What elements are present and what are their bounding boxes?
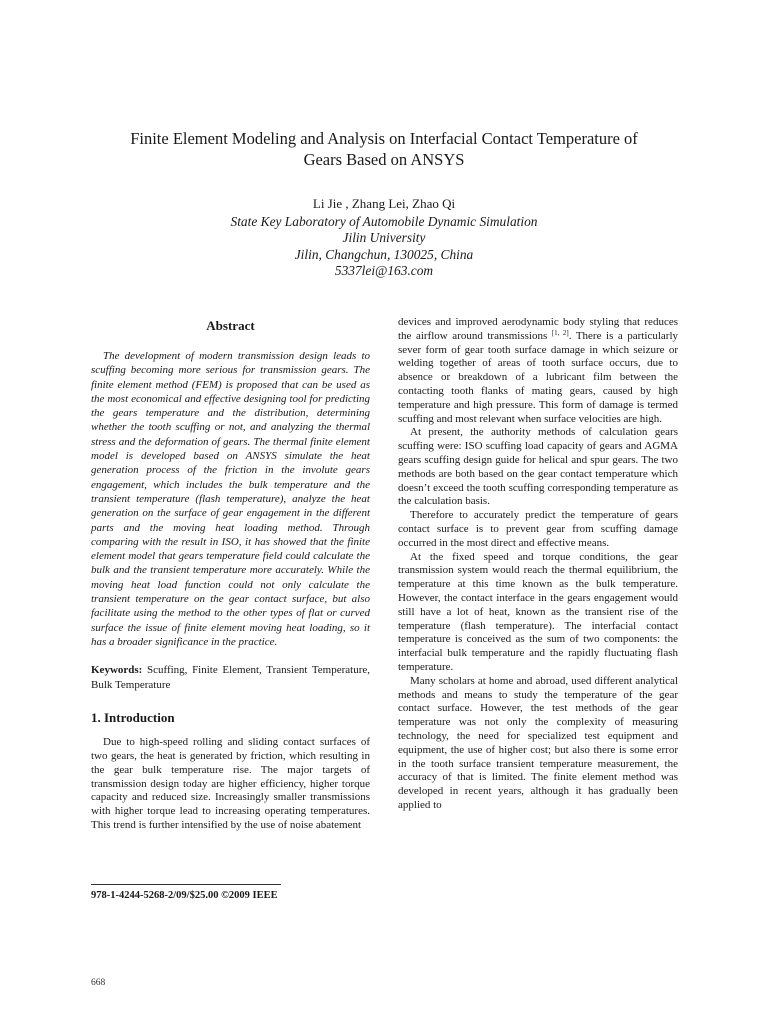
title-line-1: Finite Element Modeling and Analysis on Interfacial Contact Temperature of (130, 129, 638, 148)
right-paragraph-3: Therefore to accurately predict the temperature of gears contact surface is to prevent gear from scuffing damage occurred in the most direct and effective means. (398, 509, 678, 549)
introduction-paragraph: Due to high-speed rolling and sliding contact surfaces of two gears, the heat is generated by friction, which resulting in the gear bulk temperature rise. The major targets of transmission design today are higher efficiency, higher torque capacity and reduced size. Increasingly smaller transmissions with higher torque lead to increasing operating temperatures. This trend is further intensified by the use of noise abatement (91, 735, 370, 832)
affiliation-email: 5337lei@163.com (334, 263, 434, 279)
right-paragraph-1-start: devices and improved aerodynamic body styling that reduces the airflow around transmissions (398, 316, 678, 342)
right-paragraph-4: At the fixed speed and torque conditions, the gear transmission system would reach the thermal equilibrium, the temperature at this time known as the bulk temperature. However, the contact interface in the gears engagement would still have a lot of heat, known as the transient rise of the temperature (flash temperature). The interfacial contact temperature is conceived as the sum of two components: the interfacial bulk temperature and the rapidly fluctuating flash temperature. (398, 550, 678, 673)
left-column (91, 316, 370, 833)
keywords-label: Keywords: (91, 664, 143, 677)
right-paragraph-5: Many scholars at home and abroad, used different analytical methods and means to study the temperature of the gear contact surface. However, the test methods of the gear temperature was not only the complexity of measuring technology, the need for specialized test equipment and equipment, the use of higher cost; but also there is some error in the tooth surface transient temperature measurement, the accuracy of that is limited. The finite element method was developed in recent years, although it has gradually been applied to (398, 674, 678, 811)
abstract-heading: Abstract (206, 318, 255, 333)
introduction-heading: 1. Introduction (91, 709, 175, 725)
right-paragraph-1-end: . There is a particularly sever form of gear tooth surface damage in which seizure or welding together of areas of tooth surface occurs, due to absence or breakdown of a lubricant film between the contacting tooth flanks of mating gears, caused by high temperature and high pressure. This form of damage is termed scuffing and most relevant when surface velocities are high. (398, 329, 678, 425)
right-paragraph-2: At present, the authority methods of calculation gears scuffing were: ISO scuffing load capacity of gears and AGMA gears scuffing design guide for helical and spur gears. The two methods are both based on the gear contact temperature which doesn’t exceed the tooth scuffing corresponding temperature as the calculation basis. (398, 426, 678, 508)
page-number: 668 (91, 978, 106, 988)
affiliation (60, 214, 708, 280)
keywords (91, 663, 370, 692)
footnote-rule (91, 884, 281, 885)
affiliation-address: Jilin, Changchun, 130025, China (294, 246, 474, 262)
abstract-text: The development of modern transmission design leads to scuffing becoming more serious for transmission gears. The finite element method (FEM) is proposed that can be used as the most economical and effective designing tool for predicting the gears temperature and the distribution, determining whether the tooth scuffing or not, and analyzing the thermal stress and the deformation of gears. The thermal finite element model is developed based on ANSYS simulate the heat generation process of the friction in the involute gears engagement, which includes the bulk temperature and the transient temperature (flash temperature), analyze the heat generation on the surface of gear engagement in the different parts and the moving heat loading method. Through comparing with the result in ISO, it has showed that the finite element model that gears temperature field could calculate the bulk and the transient temperature more accurately. While the moving heat load function could not only calculate the transient temperature on the gear contact surface, but also facilitate using the method to the other types of flat or curved surface the issue of finite element moving heat loading, so it has a broader significance in the practice. (91, 350, 370, 648)
title-line-2: Gears Based on ANSYS (303, 150, 465, 169)
copyright-notice: 978-1-4244-5268-2/09/$25.00 ©2009 IEEE (91, 890, 278, 901)
citation-ref: [1, 2] (551, 328, 569, 337)
paper-title (60, 128, 708, 170)
authors: Li Jie , Zhang Lei, Zhao Qi (312, 196, 456, 211)
affiliation-university: Jilin University (342, 230, 426, 246)
right-column (398, 316, 678, 813)
affiliation-lab: State Key Laboratory of Automobile Dynamic Simulation (230, 214, 538, 229)
right-paragraph-1 (398, 316, 678, 426)
keywords-text: Scuffing, Finite Element, Transient Temperature, Bulk Temperature (91, 664, 371, 691)
